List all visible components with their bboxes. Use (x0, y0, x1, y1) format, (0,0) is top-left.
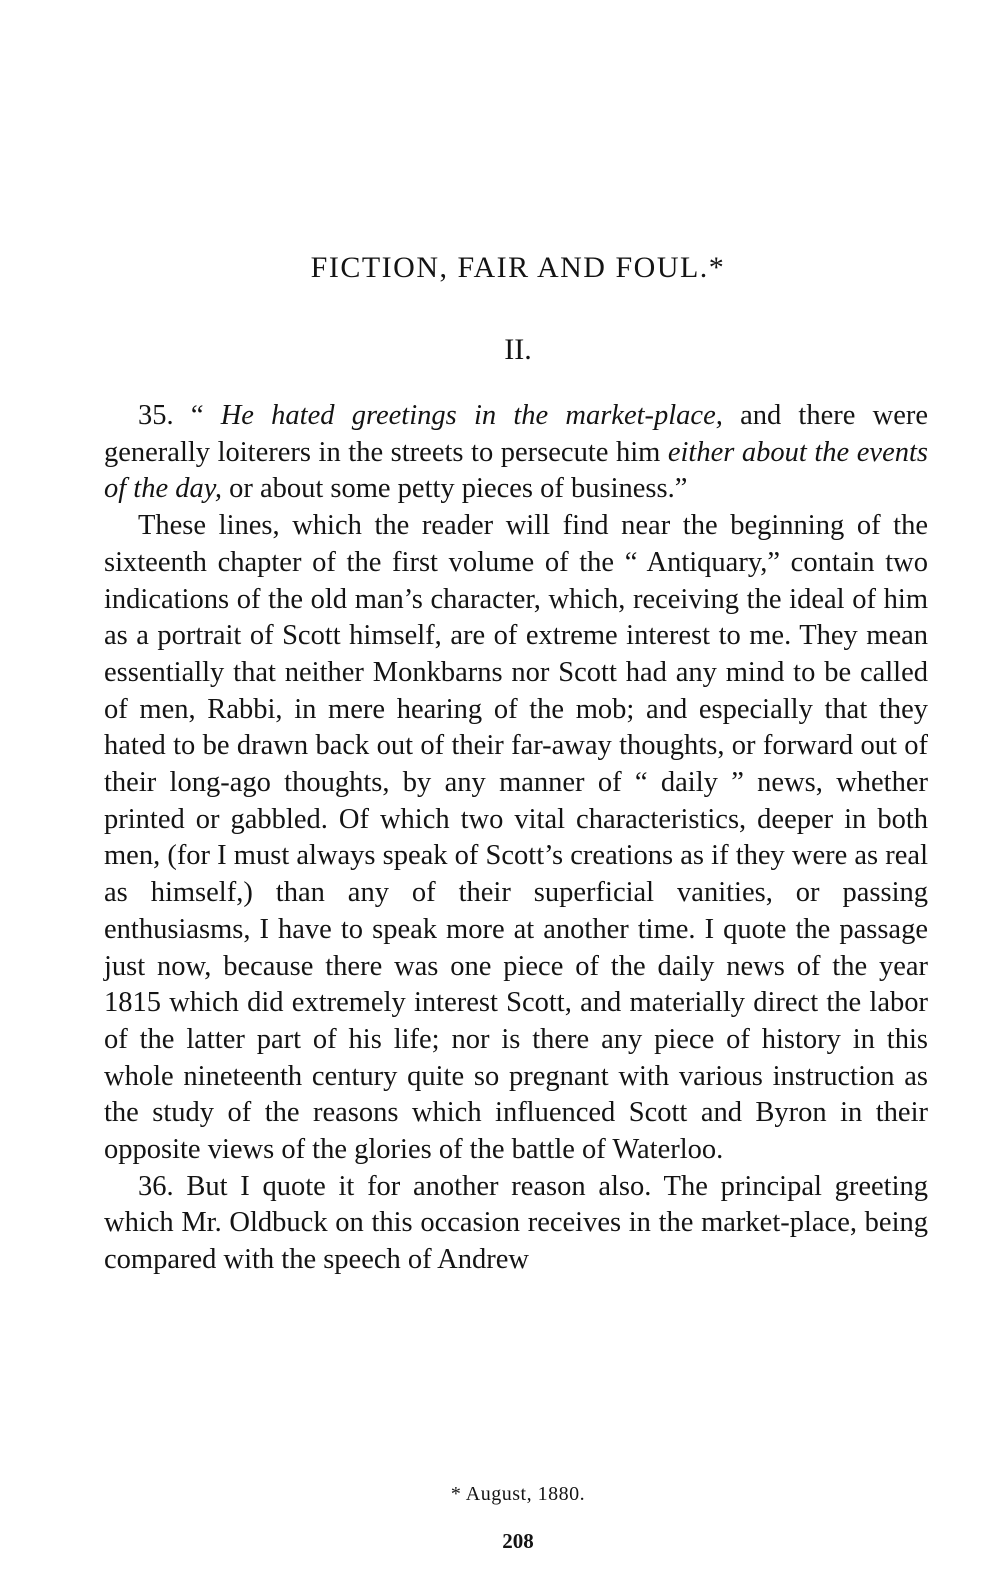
footnote: * August, 1880. (450, 1483, 586, 1505)
paragraph-36 (104, 1169, 928, 1279)
paragraph-35 (104, 398, 928, 508)
page-number: 208 (502, 1529, 534, 1553)
text-segment: or about some petty pieces of business.” (221, 473, 688, 505)
text-segment-italic: either about the events of the day, (104, 436, 928, 505)
paragraph-continuation (104, 508, 928, 1169)
text-segment: 35. “ (138, 400, 221, 431)
body-text (104, 398, 928, 1279)
text-segment-italic: He hated greetings in the market-place, (220, 400, 723, 431)
text-segment: 36. But I quote it for another reason also. The principal greeting which Mr. Oldbuck on this occasion receives in the market-place, being compared with the speech of Andrew (104, 1170, 928, 1276)
text-segment: and there were generally loiterers in the streets to persecute him (104, 400, 928, 468)
section-number: II. (504, 333, 532, 366)
text-segment: These lines, which the reader will find near the beginning of the sixteenth chapter of the first volume of the “ Antiquary,” contain two indications of the old man’s character, which, receiving the ideal of him as a portrait of Scott himself, are of extreme interest to me. They mean essentially that neither Monkbarns nor Scott had any mind to be called of men, Rabbi, in mere hearing of the mob; and especially that they hated to be drawn back out of their far-away thoughts, or forward out of their long-ago thoughts, by any manner of “ daily ” news, whether printed or gabbled. Of which two vital characteristics, deeper in both men, (for I must always speak of Scott’s creations as if they were as real as himself,) than any of their superficial vanities, or passing enthusiasms, I have to speak more at another time. I quote the passage just now, because there was one piece of the daily news of the year 1815 which did extremely interest Scott, and materially direct the labor of the latter part of his life; nor is there any piece of history in this whole nineteenth century quite so pregnant with various instruction as the study of the reasons which influenced Scott and Byron in their opposite views of the glories of the battle of Waterloo. (104, 510, 928, 1166)
chapter-title: FICTION, FAIR AND FOUL.* (310, 251, 726, 284)
